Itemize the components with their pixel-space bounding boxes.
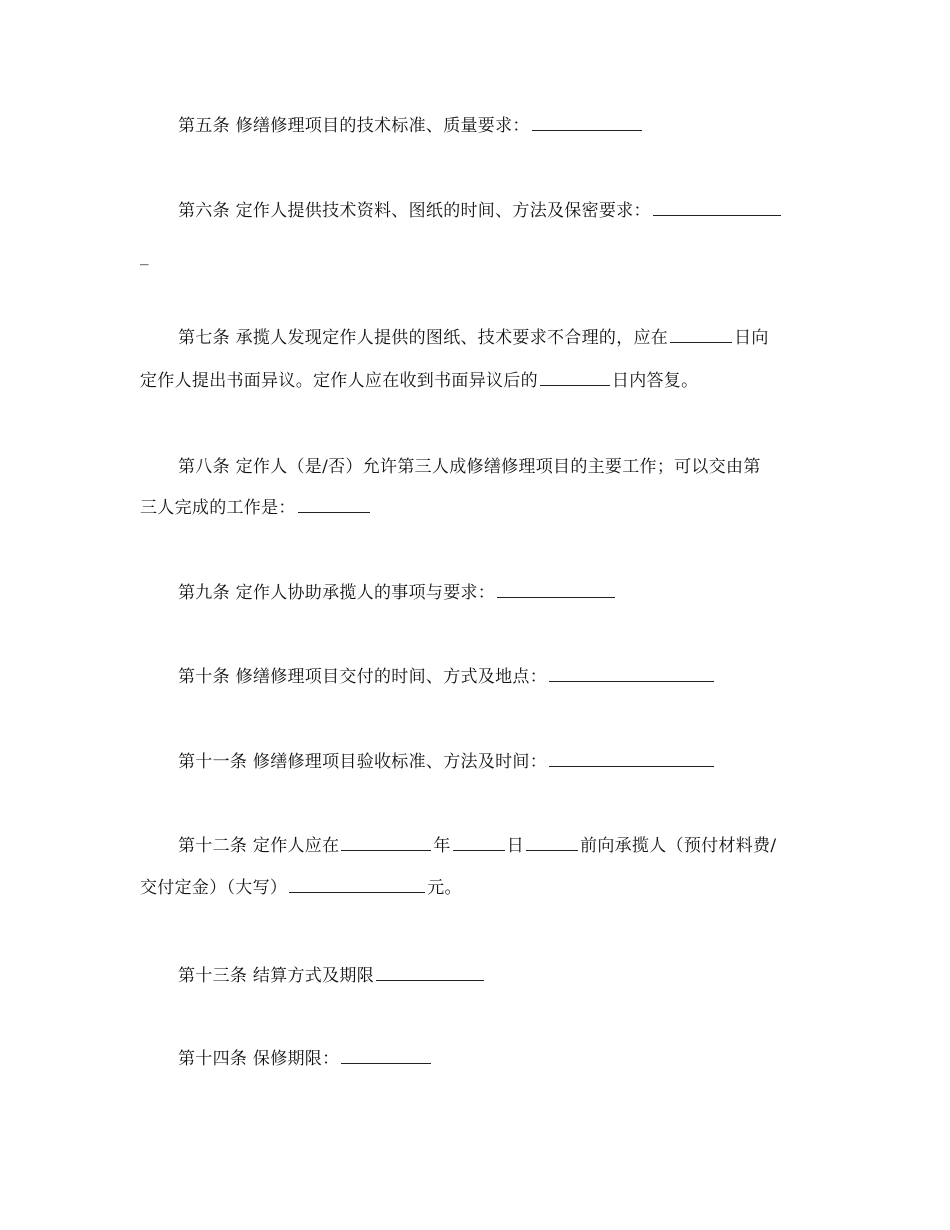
article-6-continuation xyxy=(140,245,830,267)
article-8-line-1 xyxy=(178,456,868,478)
article-12-blank-3 xyxy=(526,835,578,851)
article-14-blank xyxy=(341,1048,431,1064)
article-11-blank xyxy=(549,751,714,767)
article-12-line-1 xyxy=(178,835,868,857)
article-13 xyxy=(178,965,868,987)
article-10 xyxy=(178,666,868,688)
article-11 xyxy=(178,751,868,773)
article-12-part-2: 年 xyxy=(433,836,451,856)
article-7-part-4: 日内答复。 xyxy=(611,371,699,391)
article-12-part-5: 交付定金）（大写） xyxy=(140,878,288,898)
article-7-part-3: 定作人提出书面异议。定作人应在收到书面异议后的 xyxy=(140,371,538,391)
article-12-blank-2 xyxy=(453,835,505,851)
article-5-blank xyxy=(532,115,642,131)
article-12-part-1: 第十二条 定作人应在 xyxy=(178,836,340,856)
article-13-blank xyxy=(376,965,484,981)
article-12-blank-1 xyxy=(341,835,431,851)
article-7-line-2 xyxy=(140,370,830,392)
article-12-part-4: 前向承揽人（预付材料费/ xyxy=(580,836,777,856)
article-12-part-3: 日 xyxy=(506,836,525,856)
article-6-cont: _ xyxy=(140,246,149,266)
article-9-blank xyxy=(497,582,615,598)
article-5-text: 第五条 修缮修理项目的技术标准、质量要求： xyxy=(178,116,530,136)
article-7-blank-2 xyxy=(540,370,610,386)
article-9 xyxy=(178,582,868,604)
article-12-line-2 xyxy=(140,877,830,899)
article-12-part-6: 元。 xyxy=(427,878,462,898)
article-14-text: 第十四条 保修期限： xyxy=(178,1049,340,1069)
article-12-blank-4 xyxy=(289,877,425,893)
article-8-line-2 xyxy=(140,497,830,519)
article-9-text: 第九条 定作人协助承揽人的事项与要求： xyxy=(178,583,496,603)
article-7-blank-1 xyxy=(670,327,732,343)
article-8-part-2: 三人完成的工作是： xyxy=(140,498,296,518)
article-14 xyxy=(178,1048,868,1070)
article-6-blank xyxy=(653,200,781,216)
article-10-blank xyxy=(549,666,714,682)
article-7-part-2: 日向 xyxy=(734,328,769,348)
article-8-part-1: 第八条 定作人（是/否）允许第三人成修缮修理项目的主要工作；可以交由第 xyxy=(178,457,761,477)
article-10-text: 第十条 修缮修理项目交付的时间、方式及地点： xyxy=(178,667,548,687)
article-5 xyxy=(178,115,868,137)
article-11-text: 第十一条 修缮修理项目验收标准、方法及时间： xyxy=(178,752,548,772)
article-6 xyxy=(178,200,868,222)
article-13-text: 第十三条 结算方式及期限 xyxy=(178,966,375,986)
article-7-line-1 xyxy=(178,327,868,349)
article-6-text: 第六条 定作人提供技术资料、图纸的时间、方法及保密要求： xyxy=(178,201,651,221)
article-7-part-1: 第七条 承揽人发现定作人提供的图纸、技术要求不合理的，应在 xyxy=(178,328,669,348)
article-8-blank xyxy=(298,497,370,513)
